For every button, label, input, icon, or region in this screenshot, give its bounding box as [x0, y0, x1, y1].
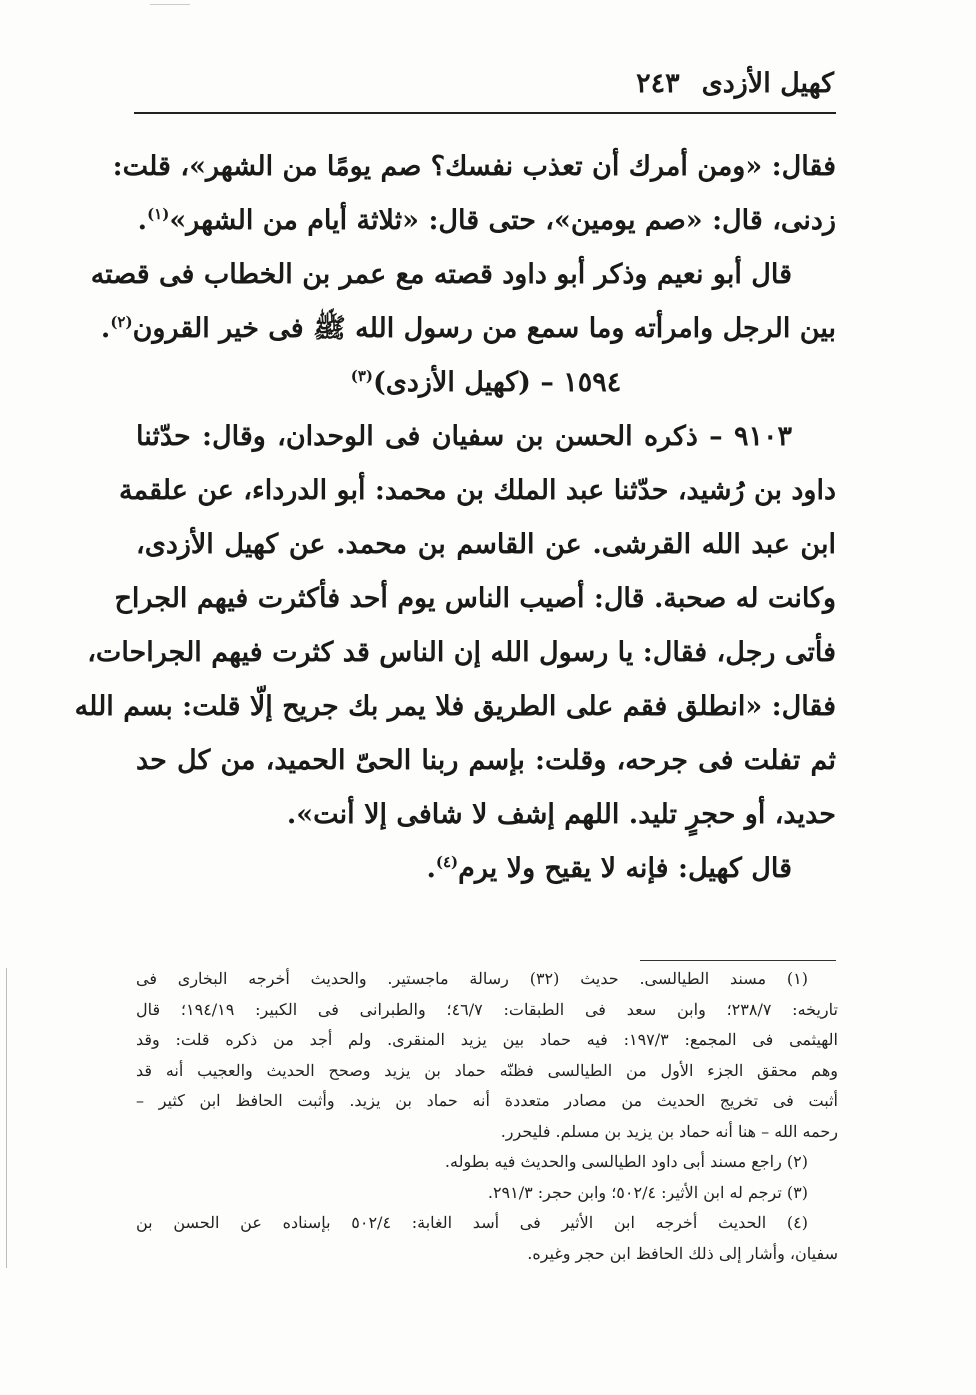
text-line-text: ابن عبد الله القرشى. عن القاسم بن محمد. عن كهيل الأزدى، [136, 529, 836, 560]
text-line-text: فأتى رجل، فقال: يا رسول الله إن الناس قد كثرت فيهم الجراحات، [87, 637, 836, 668]
text-line-text: فقال: «انطلق فقم على الطريق فلا يمر بك جريح إلّا قلت: بسم الله [74, 691, 836, 722]
text-line-text: زدنى، قال: «صم يومين»، حتى قال: «ثلاثة أيام من الشهر» [169, 205, 836, 236]
footnote-line-text: أثبت فى تخريج الحديث من مصادر متعددة أنه حماد بن يزيد. وأثبت الحافظ ابن كثير – [136, 1091, 838, 1110]
text-line [112, 140, 836, 194]
text-line [136, 356, 836, 410]
footnotes [136, 964, 838, 1269]
footnote-line [136, 1239, 838, 1270]
text-line-text: ٩١٠٣ – ذكره الحسن بن سفيان فى الوحدان، وقال: حدّثنا [136, 421, 792, 452]
footnote-line-text: رحمه الله – هنا أنه حماد بن يزيد بن مسلم. فليحرر. [500, 1121, 838, 1141]
footnote-line [136, 1147, 838, 1178]
footnote-rule [640, 960, 836, 961]
footnote-ref: (٢) [110, 313, 133, 331]
footnote-ref: (٣) [350, 367, 373, 385]
text-line [114, 572, 836, 626]
text-line [90, 248, 836, 302]
text-line [87, 626, 836, 680]
text-line [136, 410, 836, 464]
text-line [74, 680, 836, 734]
text-line-text: وكانت له صحبة. قال: أصيب الناس يوم أحد فأكثرت فيهم الجراح [114, 583, 836, 614]
footnote-line [136, 964, 838, 995]
text-line-text: داود بن رُشيد، حدّثنا عبد الملك بن محمد: أبو الدرداء، عن علقمة [119, 475, 836, 506]
footnote-line [136, 995, 838, 1026]
text-line-text: ١٥٩٤ – (كهيل الأزدى) [373, 367, 622, 398]
footnote-line-text: وهم محقق الجزء الأول من الطيالسى فظنّه حماد بن يزيد وصحح الحديث والعجيب أنه قد [136, 1060, 838, 1080]
text-line-text: ثم تفلت فى جرحه، وقلت: بإسم ربنا الحىّ الحميد، من كل حد [136, 745, 836, 776]
punctuation: . [426, 853, 436, 884]
scan-margin-line [6, 968, 7, 1268]
footnote-ref: (١) [147, 205, 170, 223]
text-line-text: حديد، أو حجرٍ تليد. اللهم إشف لا شافى إلا أنت». [286, 799, 836, 830]
text-line-text: قال أبو نعيم وذكر أبو داود قصته مع عمر بن الخطاب فى قصته [90, 259, 792, 290]
scan-mark [150, 4, 190, 5]
footnote-line-text: الهيثمى فى المجمع: ١٩٧/٣: فيه حماد بين يزيد المنقرى. ولم أجد من ذكره قلت: وقد [136, 1030, 839, 1049]
footnote-line-text: سفيان، وأشار إلى ذلك الحافظ ابن حجر وغيره. [527, 1243, 838, 1263]
footnote-line-text: (٣) ترجم له ابن الأثير: ٥٠٢/٤؛ وابن حجر: ٢٩١/٣. [487, 1182, 808, 1202]
main-text [74, 140, 836, 896]
footnote-line [136, 1056, 838, 1087]
running-title: كهيل الأزدى [701, 67, 834, 99]
page-number: ٢٤٣ [636, 67, 680, 99]
text-line-text: فقال: «ومن أمرك أن تعذب نفسك؟ صم يومًا من الشهر»، قلت: [112, 151, 836, 182]
punctuation: . [137, 205, 148, 236]
footnote-line [136, 1208, 838, 1239]
text-line [136, 518, 836, 572]
text-line [119, 464, 836, 518]
text-line [136, 194, 836, 248]
footnote-line-text: (٤) الحديث أخرجه ابن الأثير فى أسد الغابة: ٥٠٢/٤ بإسناده عن الحسن بن [136, 1213, 808, 1232]
text-line [136, 788, 836, 842]
punctuation: . [100, 313, 111, 344]
footnote-line-text: تاريخه: ٢٣٨/٧؛ وابن سعد فى الطبقات: ٤٦/٧؛ والطبرانى فى الكبير: ١٩٤/١٩؛ قال [136, 999, 838, 1019]
text-line-text: قال كهيل: فإنه لا يقيح ولا يرم [458, 853, 792, 884]
page-header [138, 58, 834, 108]
header-rule [134, 112, 836, 114]
text-line [136, 734, 836, 788]
footnote-line [136, 1117, 838, 1148]
footnote-line [136, 1178, 838, 1209]
text-line [136, 842, 836, 896]
footnote-line [136, 1086, 838, 1117]
footnote-line-text: (١) مسند الطيالسى. حديث (٣٢) رسالة ماجستير. والحديث أخرجه البخارى فى [136, 969, 808, 988]
footnote-line [136, 1025, 838, 1056]
text-line-text: بين الرجل وامرأته وما سمع من رسول الله ﷺ فى خير القرون [132, 313, 836, 344]
text-line [100, 302, 836, 356]
footnote-ref: (٤) [435, 853, 459, 871]
footnote-line-text: (٢) راجع مسند أبى داود الطيالسى والحديث فيه بطوله. [444, 1152, 808, 1171]
